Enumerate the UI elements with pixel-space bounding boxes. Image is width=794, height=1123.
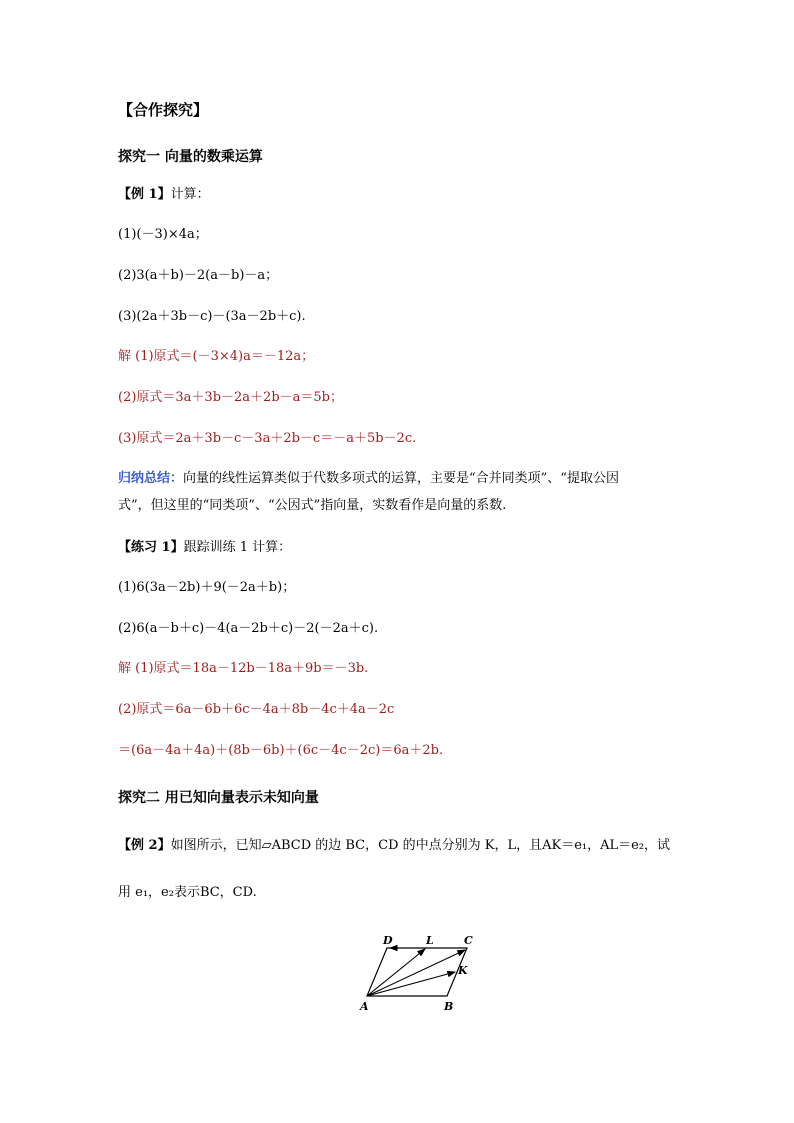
- summary-text-1: 向量的线性运算类似于代数多项式的运算，主要是“合并同类项”、“提取公因: [183, 471, 619, 486]
- practice1-line: [118, 539, 291, 557]
- label-a: A: [360, 1000, 369, 1013]
- section-title: 【合作探究】: [118, 101, 209, 119]
- summary-line-1: [118, 470, 619, 488]
- inquiry1-heading: 探究一 向量的数乘运算: [118, 149, 263, 165]
- example1-problem-3: (3)(2a＋3b－c)－(3a－2b＋c).: [118, 309, 306, 324]
- example1-text: 计算：: [170, 187, 210, 202]
- example1-solution-3: (3)原式＝2a＋3b－c－3a＋2b－c＝－a＋5b－2c.: [118, 431, 417, 446]
- label-c: C: [464, 934, 473, 947]
- parallelogram-figure: [350, 928, 490, 1018]
- practice1-label: 【练习 1】: [118, 540, 184, 555]
- summary-label: 归纳总结：: [118, 471, 184, 486]
- practice1-problem-2: (2)6(a－b＋c)－4(a－2b＋c)－2(－2a＋c).: [118, 621, 379, 636]
- example1-problem-2: (2)3(a＋b)－2(a－b)－a；: [118, 268, 279, 283]
- example2-label: 【例 2】: [118, 838, 171, 853]
- example1-line: [118, 186, 210, 204]
- practice1-problem-1: (1)6(3a－2b)＋9(－2a＋b)；: [118, 580, 296, 595]
- inquiry2-heading: 探究二 用已知向量表示未知向量: [118, 790, 319, 806]
- practice1-text: 跟踪训练 1 计算：: [183, 540, 292, 555]
- label-b: B: [444, 1000, 454, 1013]
- practice1-solution-3: ＝(6a－4a＋4a)＋(8b－6b)＋(6c－4c－2c)＝6a＋2b.: [118, 743, 444, 758]
- summary-line-2: 式”，但这里的“同类项”、“公因式”指向量，实数看作是向量的系数.: [118, 498, 507, 513]
- example1-label: 【例 1】: [118, 187, 171, 202]
- example1-solution-2: (2)原式＝3a＋3b－2a＋2b－a＝5b；: [118, 390, 343, 405]
- example2-line-2: 用 e₁，e₂表示BC，CD.: [118, 885, 257, 900]
- label-l: L: [426, 934, 434, 947]
- example1-problem-1: (1)(－3)×4a；: [118, 227, 208, 242]
- label-k: K: [458, 964, 468, 977]
- example2-line-1: [118, 837, 670, 855]
- example1-solution-1: 解 (1)原式＝(－3×4)a＝－12a；: [118, 349, 315, 364]
- practice1-solution-1: 解 (1)原式＝18a－12b－18a＋9b＝－3b.: [118, 661, 369, 676]
- practice1-solution-2: (2)原式＝6a－6b＋6c－4a＋8b－4c＋4a－2c: [118, 702, 395, 717]
- example2-text-1: 如图所示，已知▱ABCD 的边 BC，CD 的中点分别为 K，L，且AK＝e₁，AL＝e₂，试: [170, 838, 671, 853]
- label-d: D: [383, 934, 393, 947]
